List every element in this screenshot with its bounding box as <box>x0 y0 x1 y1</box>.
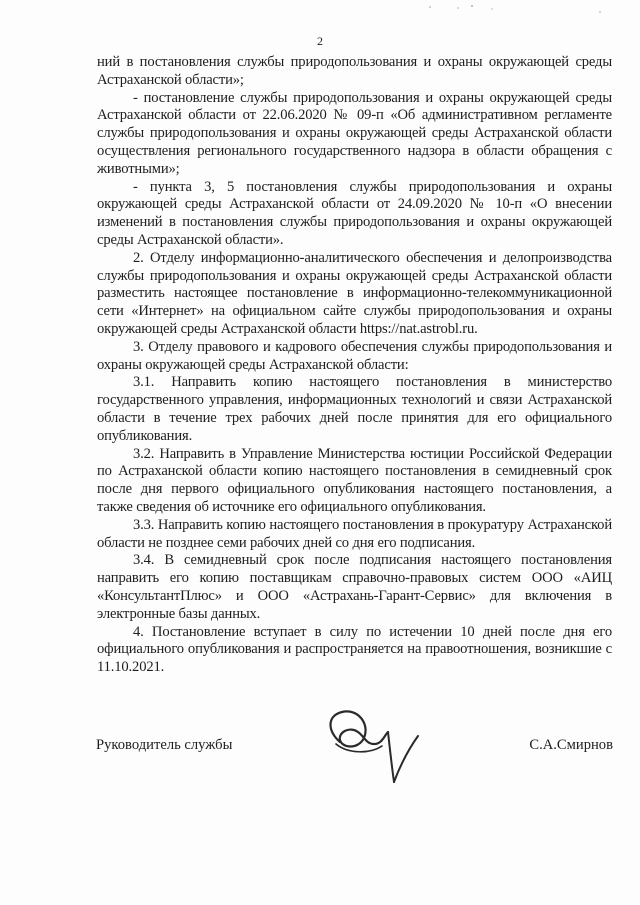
paragraph-section-2: 2. Отделу информационно-аналитического обеспечения и делопроизводства службы природопользования и охраны окружающей среды Астраханской области разместить настоящее постановление в информационно-телекоммуникационной сети «Интернет» на официальном сайте службы природопользования и охраны окружающей среды Астраханской области https://nat.astrobl.ru. <box>97 249 612 337</box>
paragraph-section-3: 3. Отделу правового и кадрового обеспечения службы природопользования и охраны окружающей среды Астраханской области: <box>97 338 612 373</box>
paragraph-repeal-item-2: - пункта 3, 5 постановления службы природопользования и охраны окружающей среды Астраханской области от 24.09.2020 № 10-п «О внесении изменений в постановления службы природопользования и охраны окружающей среды Астраханской области». <box>97 178 612 248</box>
paragraph-section-3-2: 3.2. Направить в Управление Министерства юстиции Российской Федерации по Астраханской области копию настоящего постановления в семидневный срок после дня первого официального опубликования настоящего постановления, а также сведения об источнике его официального опубликования. <box>97 445 612 515</box>
paragraph-section-4: 4. Постановление вступает в силу по истечении 10 дней после дня его официального опубликования и распространяется на правоотношения, возникшие с 11.10.2021. <box>97 623 612 676</box>
paragraph-repeal-item-1: - постановление службы природопользования и охраны окружающей среды Астраханской области от 22.06.2020 № 09-п «Об административном регламенте службы природопользования и охраны окружающей среды Астраханской области осуществления регионального государственного надзора в области обращения с животными»; <box>97 89 612 177</box>
paragraph-continuation: ний в постановления службы природопользования и охраны окружающей среды Астраханской области»; <box>97 54 612 88</box>
paragraph-section-3-3: 3.3. Направить копию настоящего постановления в прокуратуру Астраханской области не позднее семи рабочих дней со дня его подписания. <box>97 516 612 551</box>
paragraph-section-3-1: 3.1. Направить копию настоящего постановления в министерство государственного управления, информационных технологий и связи Астраханской области в течение трех рабочих дней после принятия для его официального опубликования. <box>97 374 612 444</box>
handwritten-signature <box>318 702 430 788</box>
document-body <box>97 54 612 677</box>
signatory-title: Руководитель службы <box>96 737 233 753</box>
paragraph-section-3-4: 3.4. В семидневный срок после подписания настоящего постановления направить его копию поставщикам справочно-правовых систем ООО «АИЦ «КонсультантПлюс» и ООО «Астрахань-Гарант-Сервис» для включения в электронные базы данных. <box>97 552 612 622</box>
signatory-name: С.А.Смирнов <box>529 737 613 753</box>
page-number: 2 <box>317 34 323 48</box>
